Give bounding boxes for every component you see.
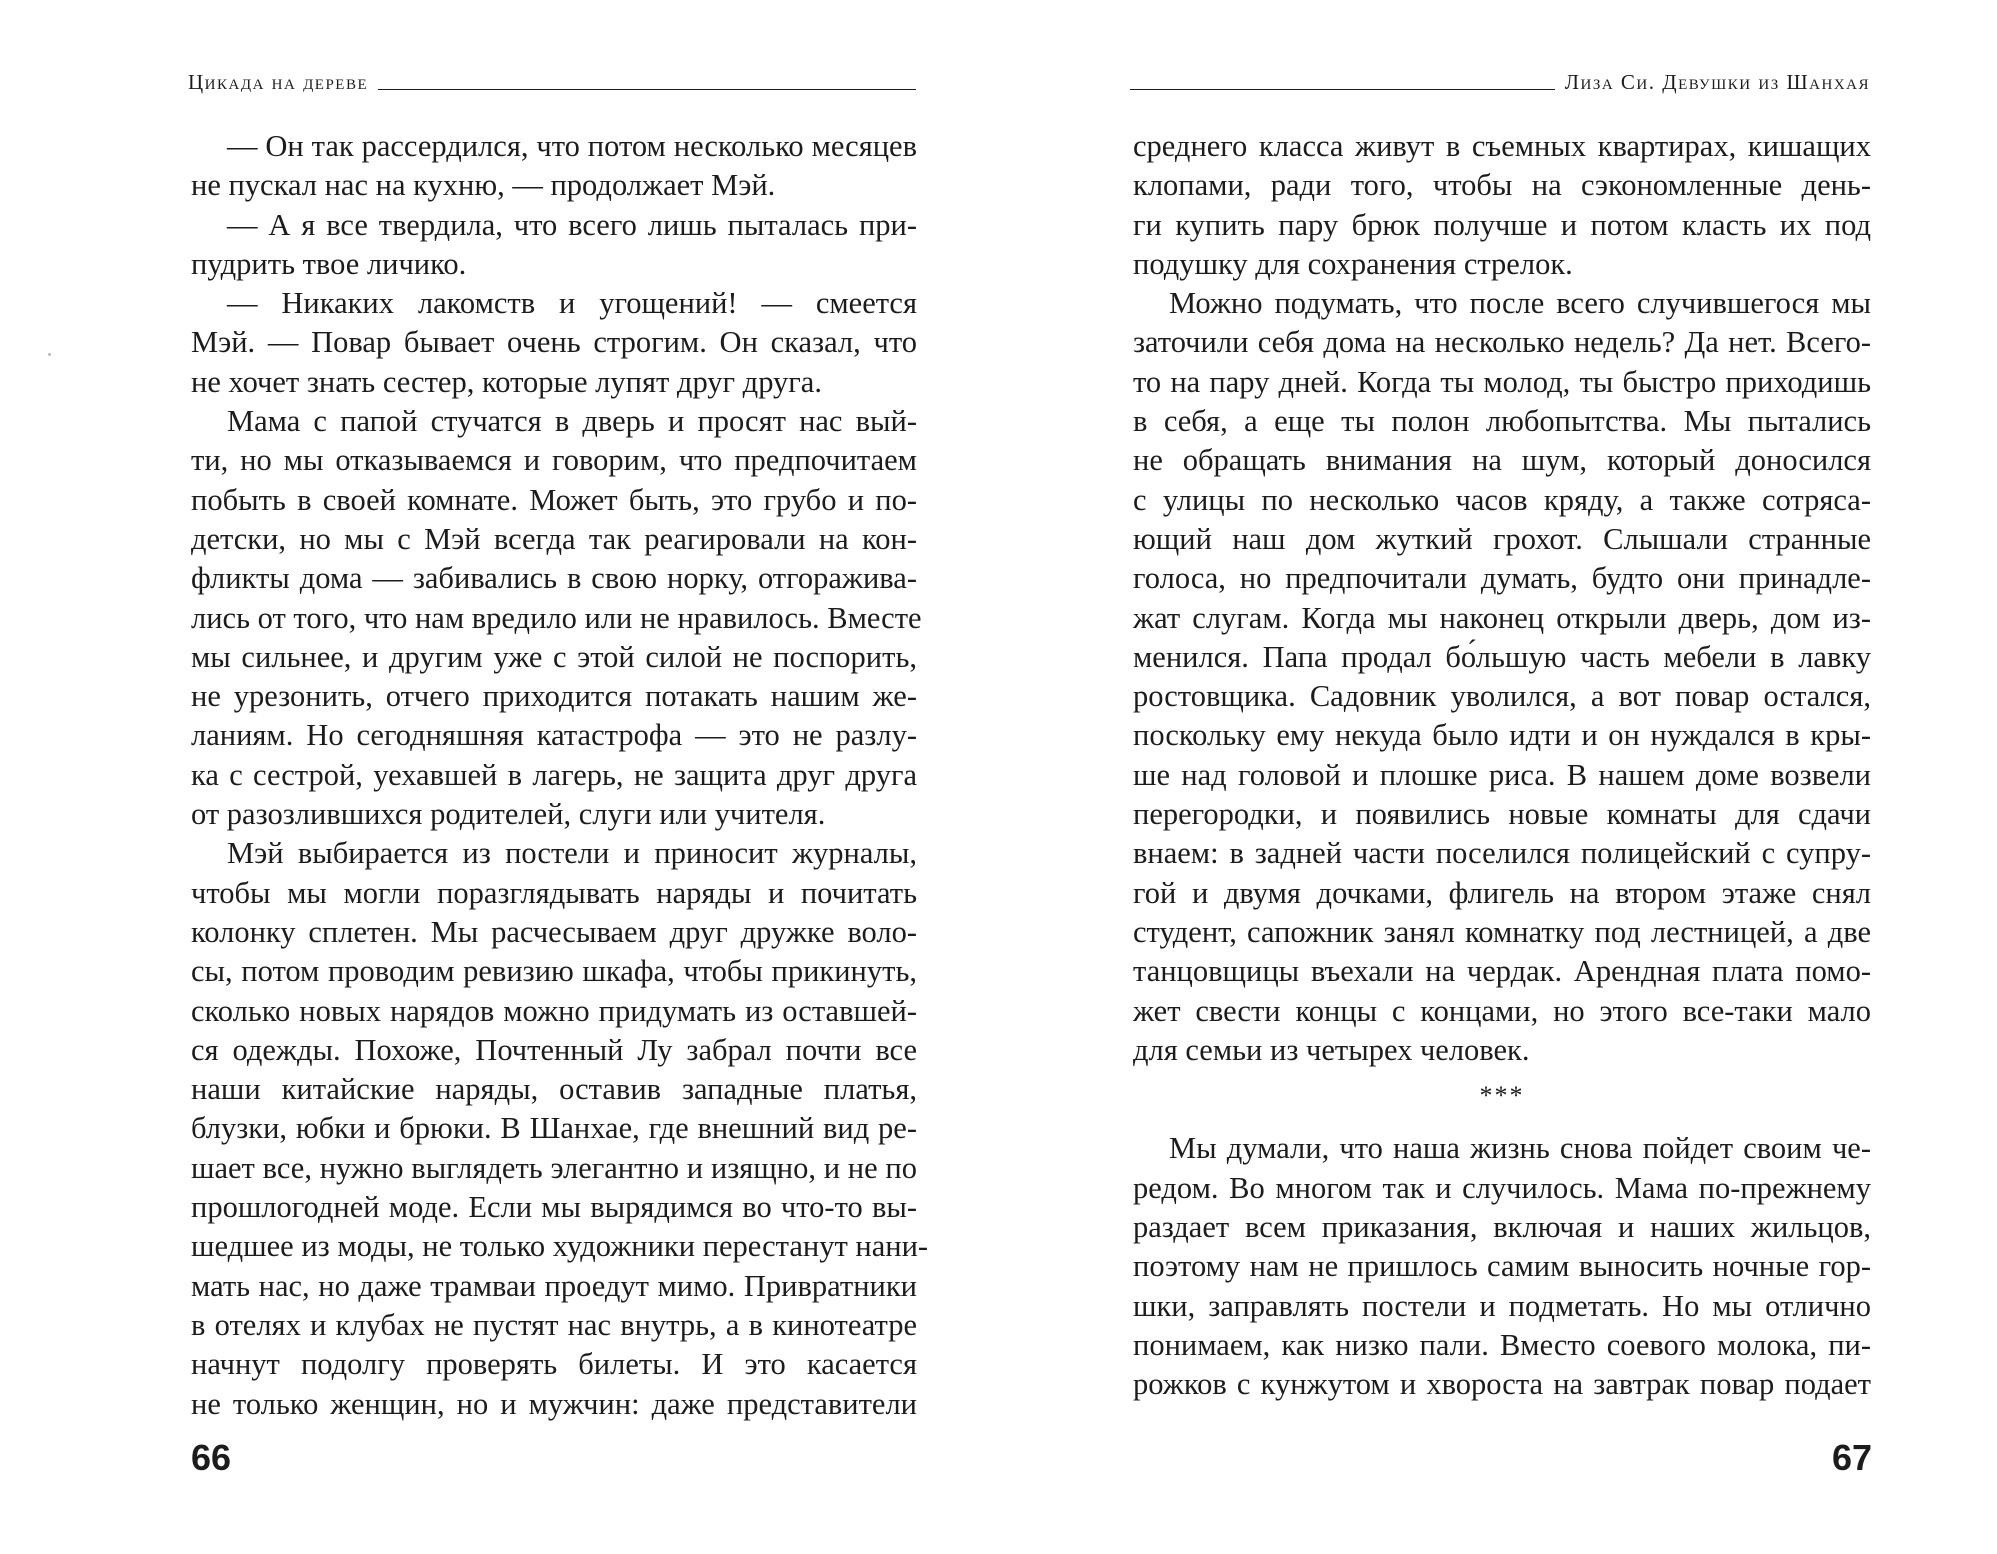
text-line: побыть в своей комнате. Может быть, это грубо и по- bbox=[191, 482, 917, 517]
text-line: танцовщицы въехали на чердак. Арендная плата помо- bbox=[1133, 954, 1871, 989]
text-line: сы, потом проводим ревизию шкафа, чтобы прикинуть, bbox=[191, 954, 917, 989]
text-line: то на пару дней. Когда ты молод, ты быстро приходишь bbox=[1133, 364, 1871, 399]
text-line: ги купить пару брюк получше и потом класть их под bbox=[1133, 207, 1871, 242]
text-line: среднего класса живут в съемных квартирах, кишащих bbox=[1133, 129, 1871, 163]
text-line: подушку для сохранения стрелок. bbox=[1133, 246, 1573, 281]
text-line: понимаем, как низко пали. Вместо соевого молока, пи- bbox=[1133, 1327, 1871, 1362]
right-text-block bbox=[1133, 127, 1871, 1405]
text-line: не обращать внимания на шум, который доносился bbox=[1133, 443, 1871, 478]
text-line: раздает всем приказания, включая и наших жильцов, bbox=[1133, 1210, 1871, 1245]
text-section bbox=[1133, 1129, 1871, 1404]
header-rule bbox=[1130, 89, 1555, 90]
running-head-title: Цикада на дереве bbox=[188, 70, 369, 94]
text-line: жат слугам. Когда мы наконец открыли дверь, дом из- bbox=[1133, 600, 1871, 635]
text-line: блузки, юбки и брюки. В Шанхае, где внешний вид ре- bbox=[191, 1111, 917, 1146]
text-line: для семьи из четырех человек. bbox=[1133, 1032, 1530, 1067]
paper-speck bbox=[48, 353, 51, 356]
text-line: гой и двумя дочками, флигель на втором этаже снял bbox=[1133, 875, 1871, 910]
text-line: — А я все твердила, что всего лишь пыталась при- bbox=[227, 207, 917, 242]
text-line: лись от того, что нам вредило или не нравилось. Вместе bbox=[191, 600, 922, 635]
text-line: с улицы по несколько часов кряду, а также сотряса- bbox=[1133, 482, 1871, 517]
text-line: ющий наш дом жуткий грохот. Слышали странные bbox=[1133, 521, 1871, 556]
header-rule bbox=[378, 89, 916, 90]
text-line: Можно подумать, что после всего случившегося мы bbox=[1169, 286, 1871, 321]
section-separator: *** bbox=[1479, 1081, 1525, 1111]
text-line: не хочет знать сестер, которые лупят друг друга. bbox=[191, 364, 822, 399]
text-line: поскольку ему некуда было идти и он нуждался в кры- bbox=[1133, 718, 1871, 753]
page-number: 66 bbox=[191, 1437, 232, 1478]
text-line: ростовщика. Садовник уволился, а вот повар остался, bbox=[1133, 679, 1871, 714]
text-line: внаем: в задней части поселился полицейский с супру- bbox=[1133, 836, 1871, 871]
text-line: начнут подолгу проверять билеты. И это касается bbox=[191, 1347, 917, 1382]
left-text-block bbox=[191, 127, 929, 1424]
text-line: сколько новых нарядов можно придумать из оставшей- bbox=[191, 993, 917, 1028]
text-line: Мама с папой стучатся в дверь и просят нас вый- bbox=[227, 404, 917, 439]
text-line: ся одежды. Похоже, Почтенный Лу забрал почти все bbox=[191, 1032, 917, 1067]
text-section bbox=[1133, 127, 1871, 1070]
text-line: детски, но мы с Мэй всегда так реагировали на кон- bbox=[191, 521, 917, 556]
text-line: пудрить твое личико. bbox=[191, 246, 467, 281]
text-line: не только женщин, но и мужчин: даже представители bbox=[191, 1386, 917, 1421]
text-line: ше над головой и плошке риса. В нашем доме возвели bbox=[1133, 757, 1871, 792]
text-line: рожков с кунжутом и хвороста на завтрак повар подает bbox=[1133, 1367, 1871, 1402]
text-line: шает все, нужно выглядеть элегантно и изящно, и не по bbox=[191, 1150, 917, 1185]
text-line: шедшее из моды, не только художники перестанут нани- bbox=[191, 1229, 929, 1264]
text-line: в себя, а еще ты полон любопытства. Мы пытались bbox=[1133, 404, 1871, 439]
text-line: наши китайские наряды, оставив западные платья, bbox=[191, 1072, 917, 1107]
text-line: менился. Папа продал бо́льшую часть мебели в лавку bbox=[1133, 639, 1871, 674]
text-line: ка с сестрой, уехавшей в лагерь, не защита друг друга bbox=[191, 757, 917, 792]
text-line: перегородки, и появились новые комнаты для сдачи bbox=[1133, 797, 1871, 832]
text-line: — Никаких лакомств и угощений! — смеется bbox=[227, 286, 917, 321]
text-line: фликты дома — забивались в свою норку, отгоражива- bbox=[191, 561, 917, 596]
running-header bbox=[188, 63, 916, 93]
page-number: 67 bbox=[1832, 1437, 1873, 1478]
running-header bbox=[1130, 63, 1870, 93]
text-line: редом. Во многом так и случилось. Мама по-прежнему bbox=[1133, 1170, 1871, 1205]
text-line: заточили себя дома на несколько недель? Да нет. Всего- bbox=[1133, 325, 1871, 360]
text-line: чтобы мы могли поразглядывать наряды и почитать bbox=[191, 875, 917, 910]
text-line: мать нас, но даже трамваи проедут мимо. Привратники bbox=[191, 1268, 917, 1303]
text-line: мы сильнее, и другим уже с этой силой не поспорить, bbox=[191, 639, 917, 674]
text-line: Мэй выбирается из постели и приносит журналы, bbox=[227, 836, 917, 871]
text-line: от разозлившихся родителей, слуги или учителя. bbox=[191, 797, 826, 832]
text-line: не пускал нас на кухню, — продолжает Мэй. bbox=[191, 168, 776, 203]
text-line: ти, но мы отказываемся и говорим, что предпочитаем bbox=[191, 443, 917, 478]
text-line: жет свести концы с концами, но этого все-таки мало bbox=[1133, 993, 1871, 1028]
text-line: колонку сплетен. Мы расчесываем друг дружке воло- bbox=[191, 914, 917, 949]
left-page bbox=[0, 0, 998, 1554]
text-line: не урезонить, отчего приходится потакать нашим же- bbox=[191, 679, 917, 714]
right-page bbox=[998, 0, 1997, 1554]
text-line: — Он так рассердился, что потом несколько месяцев bbox=[227, 129, 917, 163]
text-line: студент, сапожник занял комнатку под лестницей, а две bbox=[1133, 914, 1871, 949]
text-line: прошлогодней моде. Если мы вырядимся во что-то вы- bbox=[191, 1190, 917, 1225]
text-line: клопами, ради того, чтобы на сэкономленные день- bbox=[1133, 168, 1871, 203]
text-line: в отелях и клубах не пустят нас внутрь, а в кинотеатре bbox=[191, 1307, 917, 1342]
text-line: ланиям. Но сегодняшняя катастрофа — это не разлу- bbox=[191, 718, 917, 753]
running-head-title: Лиза Си. Девушки из Шанхая bbox=[1564, 70, 1870, 94]
text-line: Мэй. — Повар бывает очень строгим. Он сказал, что bbox=[191, 325, 917, 360]
text-line: Мы думали, что наша жизнь снова пойдет своим че- bbox=[1169, 1131, 1871, 1166]
text-line: голоса, но предпочитали думать, будто они принадле- bbox=[1133, 561, 1871, 596]
text-line: поэтому нам не пришлось самим выносить ночные гор- bbox=[1133, 1249, 1871, 1284]
text-line: шки, заправлять постели и подметать. Но мы отлично bbox=[1133, 1288, 1871, 1323]
